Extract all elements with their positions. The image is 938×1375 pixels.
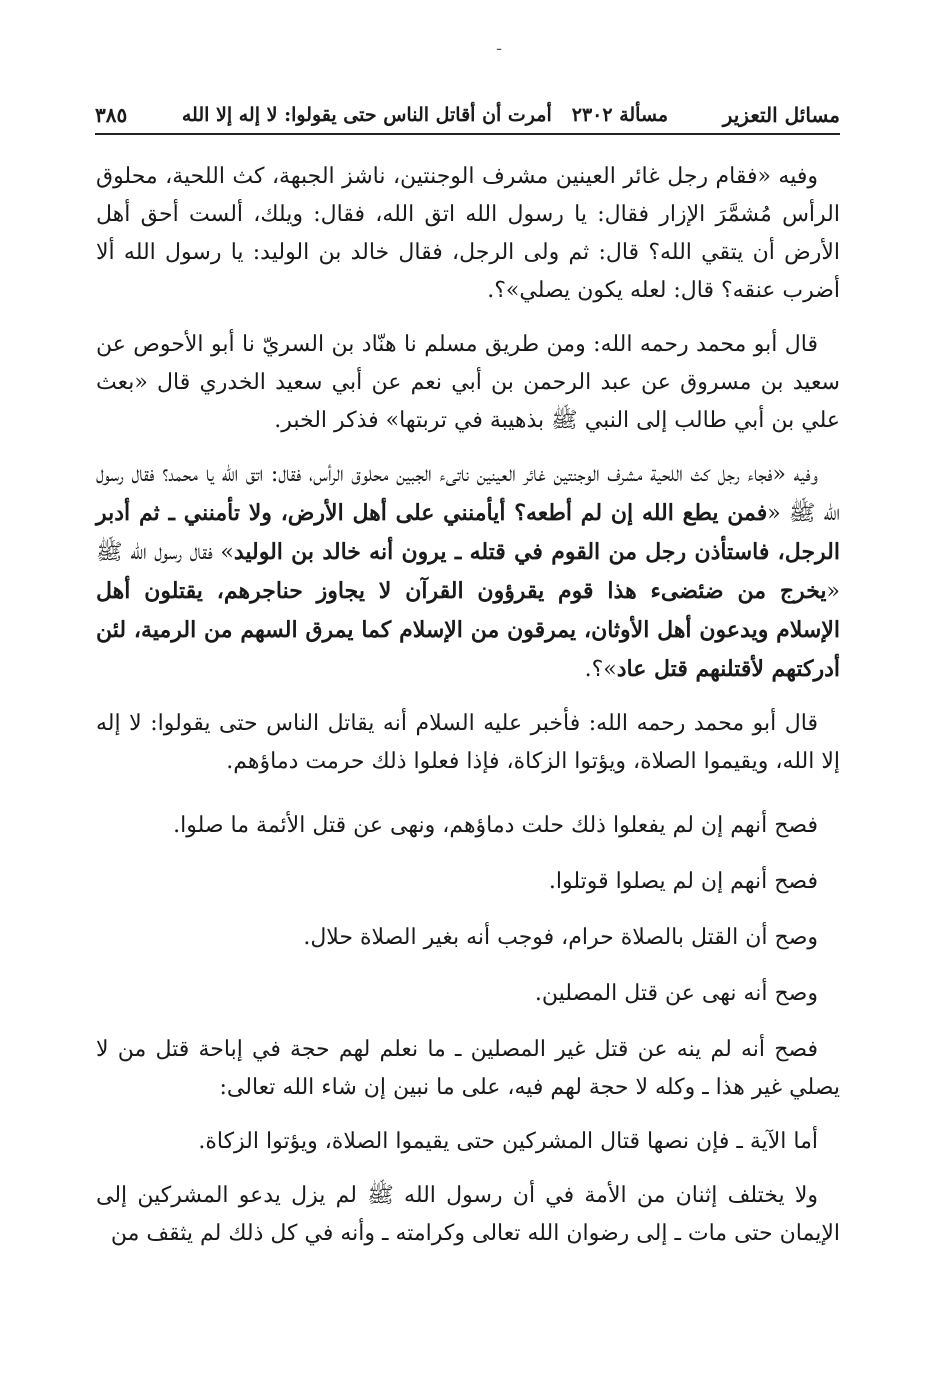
issue-heading bbox=[182, 104, 668, 126]
page-number: ٣٨٥ bbox=[95, 103, 128, 127]
header-rule bbox=[95, 133, 840, 135]
paragraph: قال أبو محمد رحمه الله: ومن طريق مسلم نا هنّاد بن السريّ نا أبو الأحوص عن سعيد بن مسروق عن عبد الرحمن بن أبي نعم عن أبي سعيد الخدري قال «بعث علي بن أبي طالب إلى النبي ﷺ بذهيبة في تربتها» فذكر الخبر. bbox=[96, 332, 840, 433]
bold-quote: يخرج من ضئضىء هذا قوم يقرؤون القرآن لا يجاوز حناجرهم، يقتلون أهل الإسلام ويدعون أهل الأوثان، يمرقون من الإسلام كما يمرق السهم من الرمية، لئن أدركتهم لأقتلنهم قتل عاد bbox=[96, 578, 840, 682]
paragraph: فصح أنهم إن لم يصلوا قوتلوا. bbox=[548, 869, 818, 894]
paragraph: فصح أنهم إن لم يفعلوا ذلك حلت دماؤهم، ونهى عن قتل الأئمة ما صلوا. bbox=[173, 813, 818, 838]
paragraph: وصح أن القتل بالصلاة حرام، فوجب أنه بغير الصلاة حلال. bbox=[303, 925, 818, 950]
issue-title: أمرت أن أقاتل الناس حتى يقولوا: لا إله إلا الله bbox=[181, 104, 552, 126]
paragraph: فصح أنه لم ينه عن قتل غير المصلين ـ ما نعلم لهم حجة في إباحة قتل من لا يصلي غير هذا ـ وكله لا حجة لهم فيه، على ما نبين إن شاء الله تعالى: bbox=[96, 1037, 840, 1100]
text-run: »؟. bbox=[584, 657, 617, 682]
paragraph: وصح أنه نهى عن قتل المصلين. bbox=[534, 981, 818, 1006]
paragraph-hadith bbox=[96, 456, 840, 689]
paragraph: أما الآية ـ فإن نصها قتال المشركين حتى يقيموا الصلاة، ويؤتوا الزكاة. bbox=[198, 1129, 818, 1154]
text-run: » فقال رسول الله ﷺ « bbox=[96, 540, 840, 604]
bold-quote: فمن يطع الله إن لم أطعه؟ أيأمنني على أهل الأرض، ولا تأمنني ـ ثم أدبر الرجل، فاستأذن رجل من القوم في قتله ـ يرون أنه خالد بن الوليد bbox=[96, 500, 840, 565]
book-title: مسائل التعزير bbox=[722, 103, 840, 127]
paragraph: قال أبو محمد رحمه الله: فأخبر عليه السلام أنه يقاتل الناس حتى يقولوا: لا إله إلا الله، ويقيموا الصلاة، ويؤتوا الزكاة، فإذا فعلوا ذلك حرمت دماؤهم. bbox=[96, 711, 840, 774]
paragraph: وفيه «فقام رجل غائر العينين مشرف الوجنتين، ناشز الجبهة، كث اللحية، محلوق الرأس مُشمَّرَ الإزار فقال: يا رسول الله اتق الله، فقال: ويلك، ألست أحق أهل الأرض أن يتقي الله؟ قال: ثم ولى الرجل، فقال خالد بن الوليد: يا رسول الله ألا أضرب عنقه؟ قال: لعله يكون يصلي»؟. bbox=[96, 164, 840, 303]
paragraph: ولا يختلف إثنان من الأمة في أن رسول الله ﷺ لم يزل يدعو المشركين إلى الإيمان حتى مات ـ إلى رضوان الله تعالى وكرامته ـ وأنه في كل ذلك لم يثقف من bbox=[96, 1183, 840, 1246]
running-header bbox=[95, 98, 840, 132]
top-mark: ـ bbox=[497, 38, 502, 54]
page-body bbox=[96, 158, 840, 1269]
issue-label: مسألة ٢٣٠٢ bbox=[571, 104, 669, 126]
text-run: وفيه «فجاء رجل كث اللحية مشرف الوجنتين غائر العينين ناتىء الجبين محلوق الرأس، فقال: اتق الله يا محمد؟ فقال رسول الله ﷺ « bbox=[96, 462, 840, 526]
